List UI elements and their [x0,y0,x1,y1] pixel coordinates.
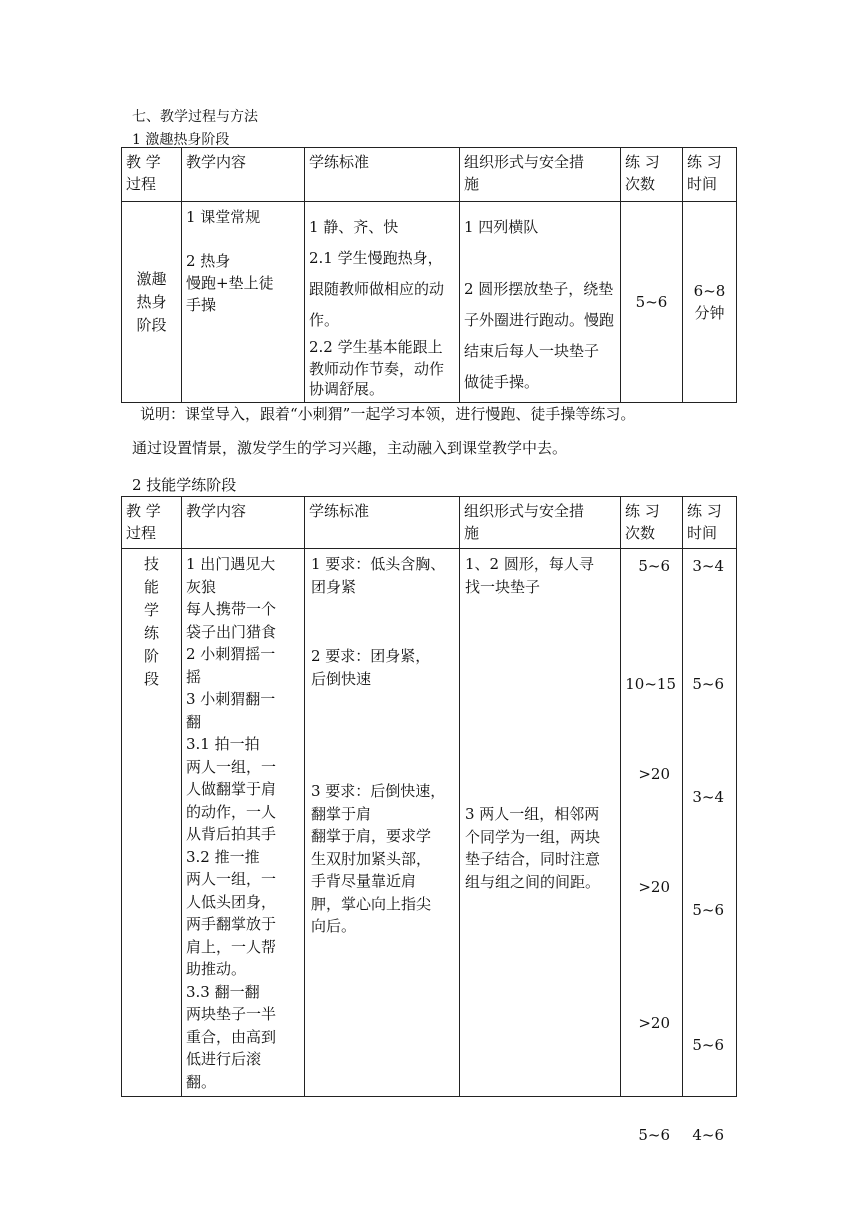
time-value: 5~6 [692,1036,724,1054]
content-line: 3 小刺猬翻一 [186,690,276,708]
time-value: 5~6 [692,675,724,693]
header-standard: 学练标准 [305,497,460,549]
content-line: 两手翻掌放于 [186,915,277,933]
standard-line: 翻掌于肩 [311,804,372,823]
header-reps: 练 习 次数 [621,497,683,549]
section-heading: 七、教学过程与方法 [132,109,258,125]
content-line: 低进行后滚 [186,1050,262,1068]
standard-line: 协调舒展。 [309,380,385,398]
note-line-2: 通过设置情景，激发学生的学习兴趣，主动融入到课堂教学中去。 [132,439,568,457]
time-value: 3~4 [692,557,724,575]
organization-line [464,243,616,274]
header-time: 练 习 时间 [683,148,737,202]
standard-block-3 [311,780,445,938]
content-line: 3.1 拍一拍 [186,735,260,753]
time-value: 5~6 [692,901,724,919]
organization-line: 1、2 圆形，每人寻 [465,555,594,573]
table-row [122,549,737,1097]
content-line: 两人一组，一 [186,757,277,776]
content-line: 翻 [186,712,202,731]
reps-value: 5~6 [638,557,670,575]
content-line: 1 课堂常规 [186,208,261,226]
standard-line: 3 要求：后倒快速， [311,782,446,800]
standard-line: 教师动作节奏，动作 [309,360,445,378]
header-content: 教学内容 [182,148,305,202]
content-line: 翻。 [186,1072,217,1091]
content-line: 两块垫子一半 [186,1005,277,1023]
time-cell: 6~8 分钟 [683,202,737,403]
standard-line: 生双肘加紧头部， [311,849,432,868]
content-line: 每人携带一个 [186,600,277,618]
organization-block-3 [465,803,600,893]
header-process: 教 学 过程 [122,148,182,202]
standard-line: 翻掌于肩，要求学 [311,827,432,845]
table-header-row [122,497,737,549]
reps-value: 10~15 [625,675,676,693]
content-line: 慢跑+垫上徒 [186,274,274,292]
content-line: 从背后拍其手 [186,825,277,843]
standard-line: 团身紧 [311,577,357,596]
organization-block-1 [465,553,594,598]
note-line-1: 说明：课堂导入，跟着“小刺猬”一起学习本领，进行慢跑、徒手操等练习。 [140,405,636,423]
reps-cell: 5~6 [621,202,683,403]
organization-line: 3 两人一组，相邻两 [465,805,600,823]
content-cell [182,202,305,403]
content-line: 重合，由高到 [186,1027,277,1046]
header-process: 教 学 过程 [122,497,182,549]
content-line: 助推动。 [186,960,247,978]
header-organization: 组织形式与安全措 施 [460,148,621,202]
header-time: 练 习 时间 [683,497,737,549]
header-reps: 练 习 次数 [621,148,683,202]
reps-value: >20 [638,878,670,896]
content-line: 3.2 推一推 [186,847,260,866]
content-line: 1 出门遇见大 [186,555,276,573]
time-value: 4~6 [692,1126,724,1144]
standard-line: 2.2 学生基本能跟上 [309,338,443,356]
content-line: 灰狼 [186,577,217,596]
organization-line: 找一块垫子 [465,577,541,596]
table-header-row [122,148,737,202]
standard-line: 作。 [309,311,340,329]
content-line: 袋子出门猎食 [186,622,277,641]
standard-line: 2.1 学生慢跑热身， [309,249,443,267]
organization-line: 1 四列横队 [464,218,539,236]
organization-cell [460,549,621,1097]
stage-cell: 技 能 学 练 阶 段 [122,549,182,1097]
standard-line: 2 要求：团身紧， [311,647,431,665]
time-value: 3~4 [692,788,724,806]
header-content: 教学内容 [182,497,305,549]
standard-line: 1 静、齐、快 [309,218,399,236]
warmup-table [121,147,737,403]
standard-cell [305,549,460,1097]
organization-line: 组与组之间的间距。 [465,872,601,891]
time-cell [683,549,737,1144]
standard-line: 胛，掌心向上指尖 [311,894,432,913]
organization-line: 个同学为一组，两块 [465,827,601,846]
section1-title: 1 激趣热身阶段 [132,132,230,148]
organization-line: 做徒手操。 [464,373,540,391]
section2-title: 2 技能学练阶段 [132,476,237,494]
standard-line: 1 要求：低头含胸、 [311,555,446,573]
content-line: 手操 [186,296,217,314]
organization-line: 2 圆形摆放垫子，绕垫 [464,280,614,298]
content-line: 摇 [186,667,202,686]
content-cell [182,549,305,1097]
content-line: 人做翻掌于肩 [186,780,277,798]
reps-value: >20 [638,765,670,783]
stage-cell: 激趣 热身 阶段 [122,202,182,403]
header-organization: 组织形式与安全措 施 [460,497,621,549]
content-line: 两人一组，一 [186,870,277,888]
content-line: 人低头团身， [186,892,277,911]
organization-cell [460,202,621,403]
organization-line: 子外圈进行跑动。慢跑 [464,311,615,329]
reps-cell [621,549,683,1144]
organization-line: 垫子结合，同时注意 [465,850,601,868]
standard-line: 手背尽量靠近肩 [311,872,417,890]
content-line: 2 小刺猬摇一 [186,645,276,663]
reps-value: 5~6 [638,1126,670,1144]
content-line: 3.3 翻一翻 [186,982,260,1001]
organization-line: 结束后每人一块垫子 [464,342,600,360]
table-row [122,202,737,403]
header-standard: 学练标准 [305,148,460,202]
reps-value: >20 [638,1014,670,1032]
standard-block-2 [311,645,430,690]
standard-line: 跟随教师做相应的动 [309,280,445,298]
skill-table [121,496,737,1144]
standard-cell [305,202,460,403]
standard-line: 后倒快速 [311,669,372,688]
standard-block-1 [311,553,445,598]
content-line: 2 热身 [186,252,231,270]
standard-line: 向后。 [311,917,357,935]
content-line: 的动作，一人 [186,802,277,821]
content-line: 肩上，一人帮 [186,937,277,956]
content-line [186,228,300,250]
